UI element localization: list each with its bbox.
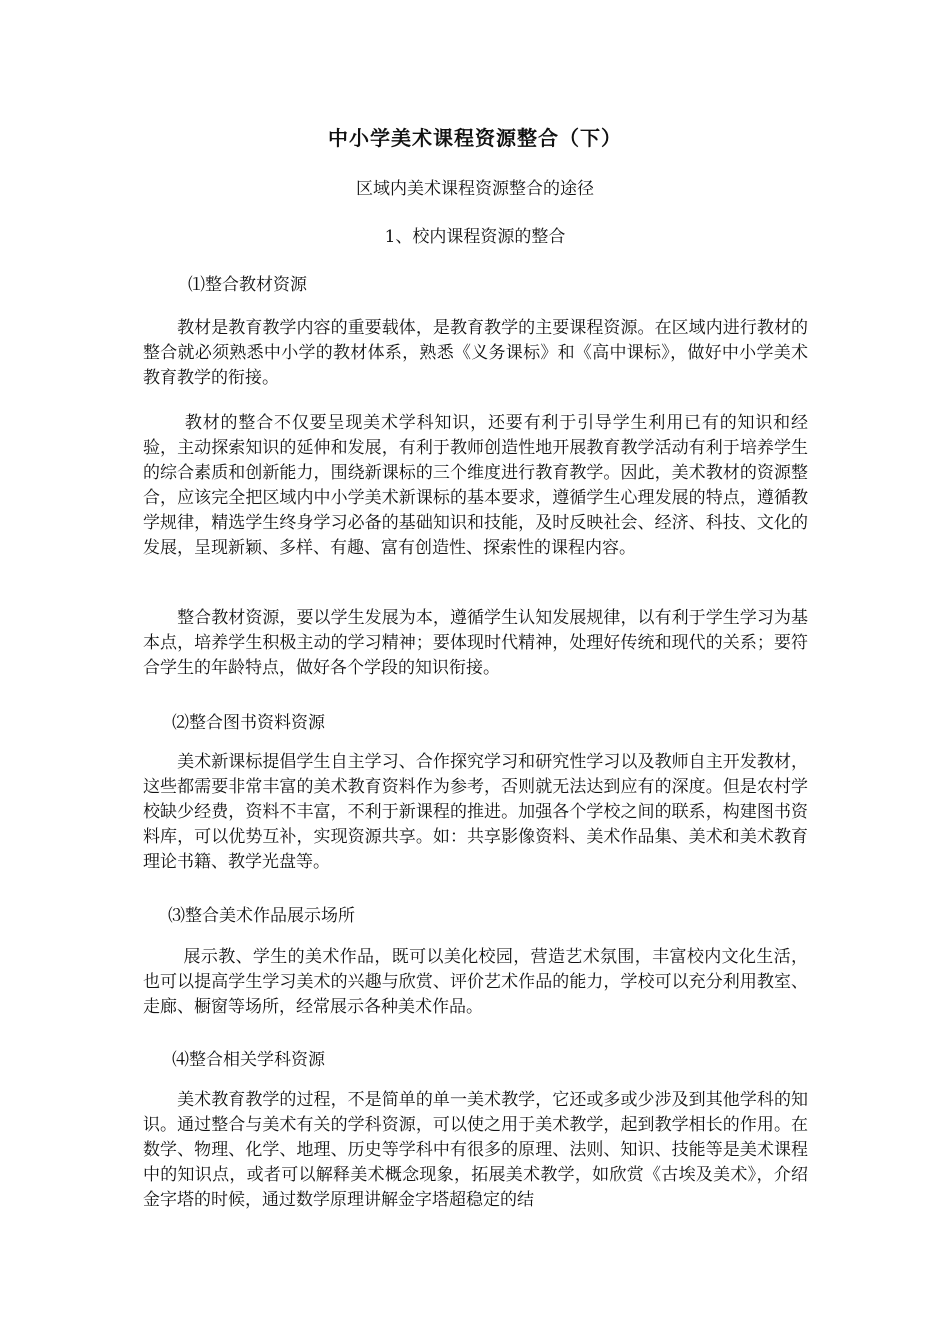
subsection-heading-3: ⑶整合美术作品展示场所 (168, 906, 355, 926)
subsection-heading-2: ⑵整合图书资料资源 (172, 713, 325, 733)
document-title: 中小学美术课程资源整合（下） (328, 126, 622, 150)
subsection-heading-1: ⑴整合教材资源 (188, 275, 307, 295)
subsection-heading-4: ⑷整合相关学科资源 (172, 1050, 325, 1070)
section-heading: 1、校内课程资源的整合 (384, 227, 566, 247)
paragraph-3: 整合教材资源，要以学生发展为本，遵循学生认知发展规律，以有利于学生学习为基本点，培养学生积极主动的学习精神；要体现时代精神，处理好传统和现代的关系；要符合学生的年龄特点，做好各个学段的知识衔接。 (143, 608, 808, 678)
paragraph-2: 教材的整合不仅要呈现美术学科知识，还要有利于引导学生利用已有的知识和经验，主动探索知识的延伸和发展，有利于教师创造性地开展教育教学活动有利于培养学生的综合素质和创新能力，围绕新课标的三个维度进行教育教学。因此，美术教材的资源整合，应该完全把区域内中小学美术新课标的基本要求，遵循学生心理发展的特点，遵循教学规律，精选学生终身学习必备的基础知识和技能，及时反映社会、经济、科技、文化的发展，呈现新颖、多样、有趣、富有创造性、探索性的课程内容。 (143, 413, 808, 558)
paragraph-4: 美术新课标提倡学生自主学习、合作探究学习和研究性学习以及教师自主开发教材，这些都需要非常丰富的美术教育资料作为参考，否则就无法达到应有的深度。但是农村学校缺少经费，资料不丰富，不利于新课程的推进。加强各个学校之间的联系，构建图书资料库，可以优势互补，实现资源共享。如：共享影像资料、美术作品集、美术和美术教育理论书籍、教学光盘等。 (143, 752, 808, 872)
paragraph-1: 教材是教育教学内容的重要载体，是教育教学的主要课程资源。在区域内进行教材的整合就必须熟悉中小学的教材体系，熟悉《义务课标》和《高中课标》，做好中小学美术教育教学的衔接。 (143, 318, 808, 388)
paragraph-6: 美术教育教学的过程，不是简单的单一美术教学，它还或多或少涉及到其他学科的知识。通过整合与美术有关的学科资源，可以使之用于美术教学，起到教学相长的作用。在数学、物理、化学、地理、历史等学科中有很多的原理、法则、知识、技能等是美术课程中的知识点，或者可以解释美术概念现象，拓展美术教学，如欣赏《古埃及美术》，介绍金字塔的时候，通过数学原理讲解金字塔超稳定的结 (143, 1090, 808, 1210)
document-subtitle: 区域内美术课程资源整合的途径 (356, 179, 594, 199)
paragraph-5: 展示教、学生的美术作品，既可以美化校园，营造艺术氛围，丰富校内文化生活，也可以提高学生学习美术的兴趣与欣赏、评价艺术作品的能力，学校可以充分利用教室、走廊、橱窗等场所，经常展示各种美术作品。 (143, 947, 808, 1017)
